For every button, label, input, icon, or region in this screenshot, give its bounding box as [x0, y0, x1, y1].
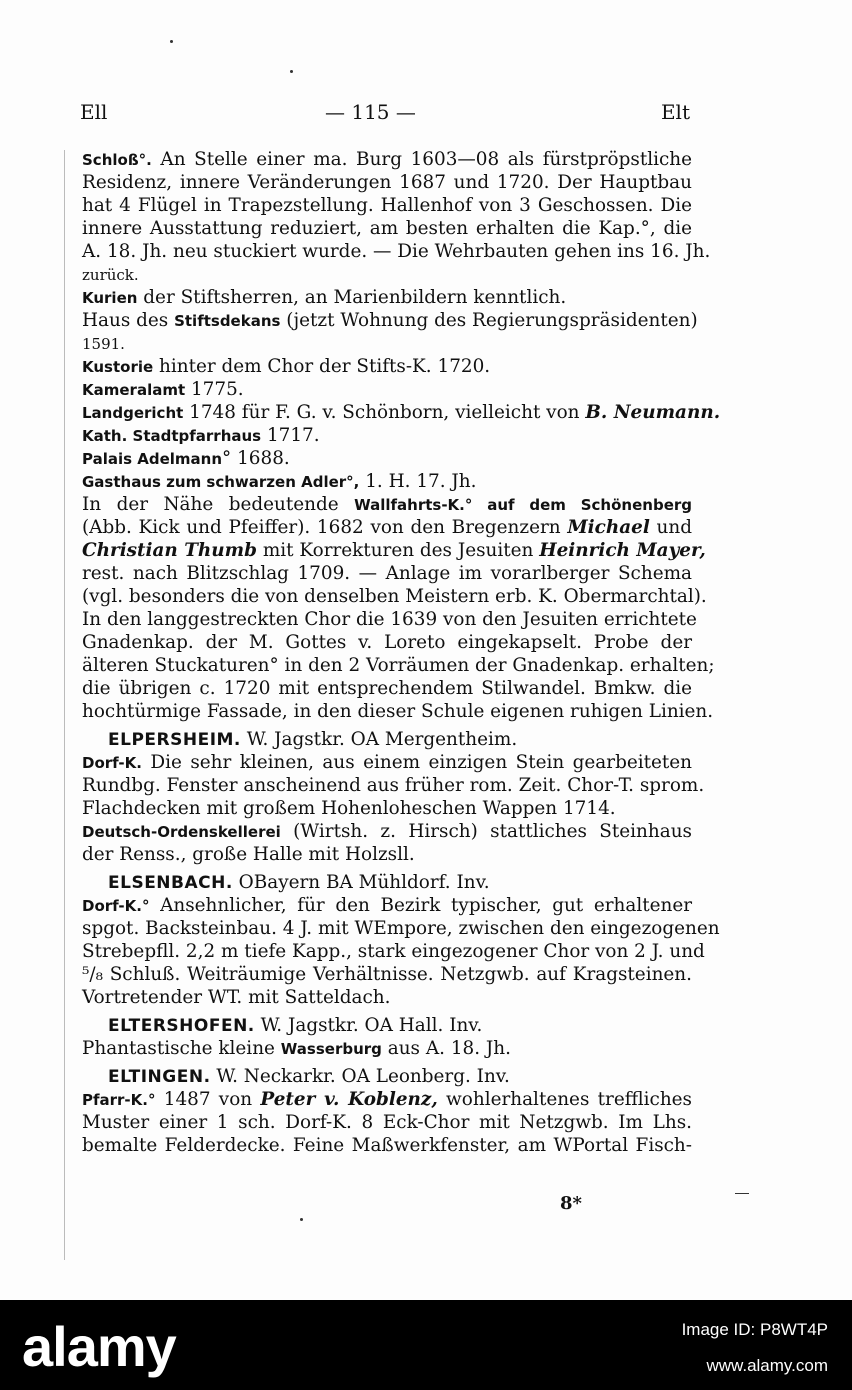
text-run: rest. nach Blitzschlag 1709. — Anlage im vorarlberger Schema — [82, 563, 692, 584]
text-line — [82, 171, 692, 194]
watermark-banner — [0, 1300, 852, 1390]
text-line — [82, 1014, 692, 1037]
text-run: und — [649, 517, 693, 538]
text-line — [82, 309, 698, 332]
page-edge-rule — [64, 150, 65, 1260]
text-line — [82, 493, 692, 516]
text-line — [82, 751, 692, 774]
text-line — [82, 677, 692, 700]
text-run: Strebepfll. 2,2 m tiefe Kapp., stark eingezogener Chor von 2 J. und — [82, 941, 705, 962]
text-line — [82, 728, 692, 751]
text-line — [82, 217, 692, 240]
text-line — [82, 700, 714, 723]
person-name: Christian Thumb — [82, 540, 257, 561]
place-heading: ELSENBACH. — [108, 873, 233, 893]
text-line — [82, 608, 697, 631]
monument-term: Palais Adelmann — [82, 450, 223, 468]
text-line — [82, 631, 692, 654]
text-line — [82, 516, 692, 539]
text-run: In der Nähe bedeutende — [82, 494, 355, 515]
text-run: älteren Stuckaturen° in den 2 Vorräumen der Gnadenkap. erhalten; — [82, 655, 715, 676]
text-run: Flachdecken mit großem Hohenloheschen Wappen 1714. — [82, 798, 616, 819]
text-run: (jetzt Wohnung des Regierungspräsidenten) — [280, 310, 698, 331]
text-line — [82, 797, 692, 820]
print-speck — [300, 1218, 303, 1221]
body-text — [82, 148, 721, 1157]
text-run: aus A. 18. Jh. — [381, 1038, 511, 1059]
person-name: B. Neumann. — [585, 402, 721, 423]
text-run: die übrigen c. 1720 mit entsprechendem Stilwandel. Bmkw. die — [82, 678, 692, 699]
monument-term: Kath. Stadtpfarrhaus — [82, 427, 262, 445]
text-run: Muster einer 1 sch. Dorf-K. 8 Eck-Chor mit Netzgwb. Im Lhs. — [82, 1112, 692, 1133]
text-run: hat 4 Flügel in Trapezstellung. Hallenhof von 3 Geschossen. Die — [82, 195, 692, 216]
text-line — [82, 940, 705, 963]
text-run: W. Jagstkr. OA Mergentheim. — [240, 729, 518, 750]
monument-term: Deutsch-Ordenskellerei — [82, 823, 281, 841]
text-run: W. Neckarkr. OA Leonberg. Inv. — [210, 1066, 510, 1087]
text-run: Haus des — [82, 310, 175, 331]
text-run: W. Jagstkr. OA Hall. Inv. — [254, 1015, 483, 1036]
print-speck — [290, 70, 293, 73]
text-line — [82, 148, 692, 171]
text-run: innere Ausstattung reduziert, am besten erhalten die Kap.°, die — [82, 218, 692, 239]
header-left: Ell — [80, 100, 108, 124]
text-line — [82, 539, 706, 562]
monument-term: Gasthaus zum schwarzen Adler°, — [82, 473, 360, 491]
text-run: Gnadenkap. der M. Gottes v. Loreto eingekapselt. Probe der — [82, 632, 692, 653]
signature-mark: 8* — [560, 1193, 582, 1214]
text-line — [82, 917, 720, 940]
text-line — [82, 194, 692, 217]
text-run: An Stelle einer ma. Burg 1603—08 als fürstpröpstliche — [151, 149, 692, 170]
monument-term: Schloß°. — [82, 151, 152, 169]
text-run: Die sehr kleinen, aus einem einzigen Stein gearbeiteten — [141, 752, 692, 773]
print-speck — [170, 40, 173, 43]
text-run: zurück. — [82, 266, 139, 284]
text-line — [82, 654, 715, 677]
text-run: Residenz, innere Veränderungen 1687 und 1720. Der Hauptbau — [82, 172, 692, 193]
monument-term: Kustorie — [82, 358, 154, 376]
text-line — [82, 1065, 692, 1088]
text-run: 1717. — [261, 425, 320, 446]
text-line — [82, 894, 692, 917]
text-line — [82, 1037, 692, 1060]
text-line — [82, 286, 692, 309]
image-id: Image ID: P8WT4P — [681, 1320, 828, 1339]
text-run: wohlerhaltenes treffliches — [437, 1089, 692, 1110]
person-name: Heinrich Mayer, — [539, 540, 706, 561]
place-heading: ELPERSHEIM. — [108, 730, 241, 750]
monument-term: Wasserburg — [280, 1040, 382, 1058]
monument-term: Dorf-K.° — [82, 897, 150, 915]
text-run: 1775. — [185, 379, 244, 400]
alamy-logo: alamy — [22, 1315, 176, 1378]
monument-term: Wallfahrts-K.° auf dem Schönenberg — [354, 496, 692, 514]
text-run: hochtürmige Fassade, in den dieser Schule eigenen ruhigen Linien. — [82, 701, 714, 722]
text-line — [82, 378, 692, 401]
text-run: hinter dem Chor der Stifts-K. 1720. — [153, 356, 491, 377]
monument-term: Kurien — [82, 289, 138, 307]
text-run: OBayern BA Mühldorf. Inv. — [232, 872, 490, 893]
text-line — [82, 1088, 692, 1111]
text-line — [82, 986, 692, 1009]
text-run: ° 1688. — [222, 448, 290, 469]
monument-term: Pfarr-K.° — [82, 1091, 156, 1109]
text-line — [82, 963, 692, 986]
page-number: — 115 — — [325, 100, 416, 124]
text-run: mit Korrekturen des Jesuiten — [256, 540, 540, 561]
margin-dash — [735, 1193, 749, 1194]
text-line — [82, 332, 692, 355]
text-line — [82, 1134, 692, 1157]
text-line — [82, 447, 692, 470]
monument-term: Stiftsdekans — [174, 312, 281, 330]
text-run: Ansehnlicher, für den Bezirk typischer, gut erhaltener — [149, 895, 692, 916]
text-line — [82, 1111, 692, 1134]
person-name: Michael — [567, 517, 650, 538]
text-line — [82, 424, 692, 447]
text-run: 1487 von — [155, 1089, 261, 1110]
monument-term: Dorf-K. — [82, 754, 142, 772]
text-line — [82, 843, 692, 866]
text-run: (Abb. Kick und Pfeiffer). 1682 von den Bregenzern — [82, 517, 568, 538]
text-run: der Stiftsherren, an Marienbildern kenntlich. — [137, 287, 567, 308]
running-header — [80, 100, 690, 130]
text-run: Phantastische kleine — [82, 1038, 281, 1059]
text-run: ⁵/₈ Schluß. Weiträumige Verhältnisse. Netzgwb. auf Kragsteinen. — [82, 964, 692, 985]
text-line — [82, 871, 692, 894]
source-url: www.alamy.com — [706, 1356, 828, 1375]
text-line — [82, 820, 692, 843]
text-run: (vgl. besonders die von denselben Meistern erb. K. Obermarchtal). — [82, 586, 707, 607]
place-heading: ELTERSHOFEN. — [108, 1016, 255, 1036]
text-line — [82, 774, 705, 797]
text-line — [82, 240, 711, 263]
text-line — [82, 401, 721, 424]
text-line — [82, 585, 707, 608]
monument-term: Kameralamt — [82, 381, 186, 399]
place-heading: ELTINGEN. — [108, 1067, 211, 1087]
text-run: spgot. Backsteinbau. 4 J. mit WEmpore, zwischen den eingezogenen — [82, 918, 720, 939]
text-run: bemalte Felderdecke. Feine Maßwerkfenster, am WPortal Fisch- — [82, 1135, 692, 1156]
text-run: (Wirtsh. z. Hirsch) stattliches Steinhaus — [280, 821, 692, 842]
text-run: 1591. — [82, 335, 125, 353]
monument-term: Landgericht — [82, 404, 184, 422]
text-line — [82, 470, 692, 493]
text-run: der Renss., große Halle mit Holzsll. — [82, 844, 415, 865]
person-name: Peter v. Koblenz, — [260, 1089, 438, 1110]
header-right: Elt — [660, 100, 690, 124]
text-run: In den langgestreckten Chor die 1639 von den Jesuiten errichtete — [82, 609, 697, 630]
text-run: 1748 für F. G. v. Schönborn, vielleicht von — [183, 402, 586, 423]
text-line — [82, 263, 692, 286]
text-line — [82, 562, 692, 585]
text-run: Rundbg. Fenster anscheinend aus früher rom. Zeit. Chor-T. sprom. — [82, 775, 705, 796]
text-run: Vortretender WT. mit Satteldach. — [82, 987, 391, 1008]
text-run: A. 18. Jh. neu stuckiert wurde. — Die Wehrbauten gehen ins 16. Jh. — [82, 241, 711, 262]
text-line — [82, 355, 692, 378]
text-run: 1. H. 17. Jh. — [359, 471, 477, 492]
